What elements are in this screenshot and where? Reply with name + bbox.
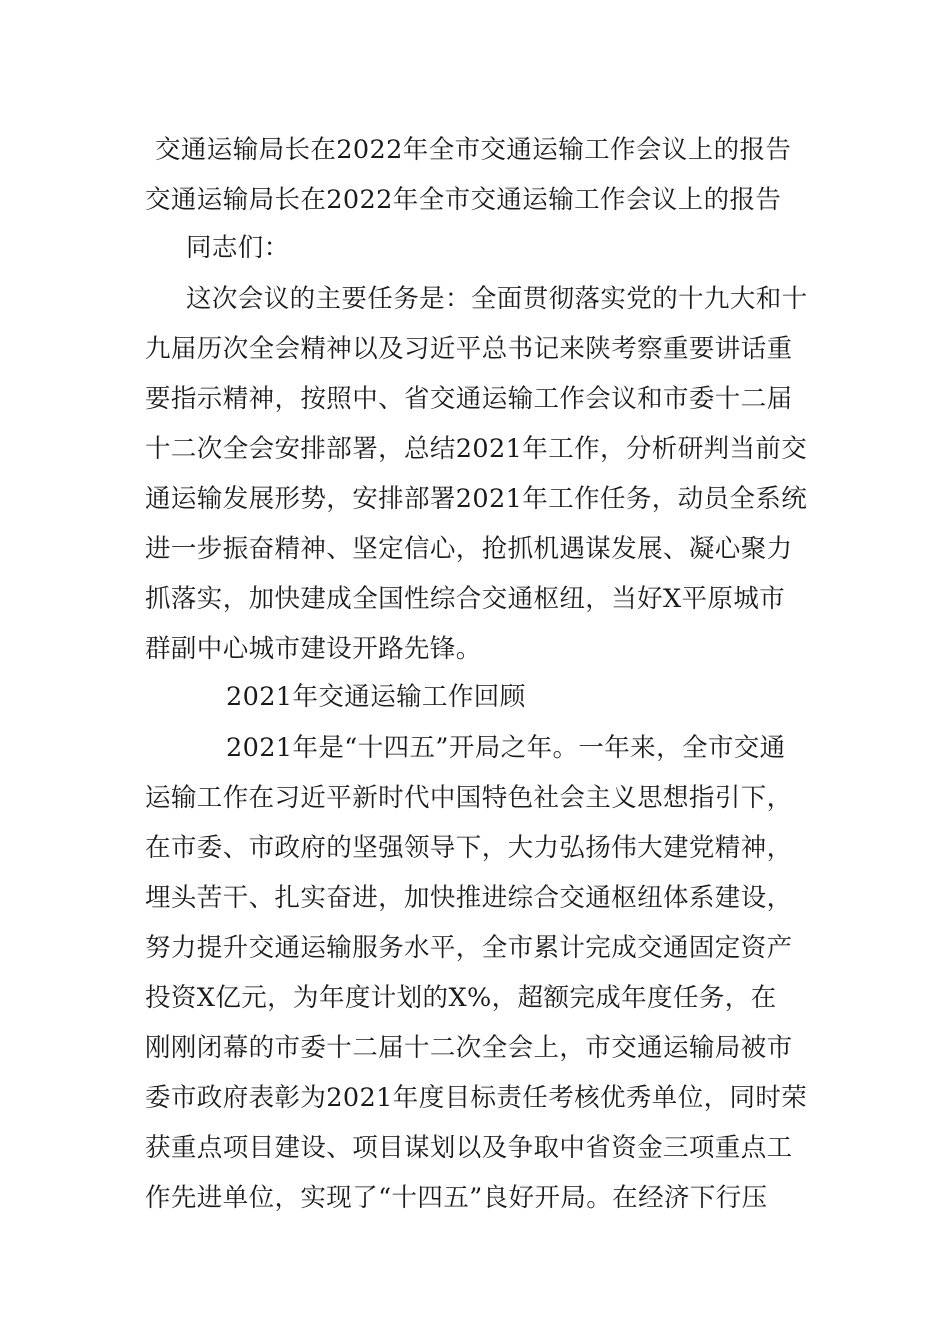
document-title: 交通运输局长在2022年全市交通运输工作会议上的报告 — [155, 135, 792, 165]
document-subtitle: 交通运输局长在2022年全市交通运输工作会议上的报告 — [145, 185, 782, 215]
paragraph-line: 作先进单位，实现了“十四五”良好开局。在经济下行压 — [145, 1183, 768, 1213]
paragraph-line: 运输工作在习近平新时代中国特色社会主义思想指引下， — [145, 783, 793, 813]
paragraph-line: 九届历次全会精神以及习近平总书记来陕考察重要讲话重 — [145, 334, 793, 364]
paragraph-line: 2021年是“十四五”开局之年。一年来，全市交通 — [226, 733, 786, 763]
paragraph-line: 进一步振奋精神、坚定信心，抢抓机遇谋发展、凝心聚力 — [145, 534, 793, 564]
paragraph-line: 十二次全会安排部署，总结2021年工作，分析研判当前交 — [145, 434, 808, 464]
paragraph-line: 群副中心城市建设开路先锋。 — [145, 634, 482, 664]
paragraph-line: 抓落实，加快建成全国性综合交通枢纽，当好X平原城市 — [145, 584, 786, 614]
paragraph-line: 委市政府表彰为2021年度目标责任考核优秀单位，同时荣 — [145, 1083, 808, 1113]
paragraph-line: 这次会议的主要任务是：全面贯彻落实党的十九大和十 — [186, 284, 808, 314]
paragraph-line: 努力提升交通运输服务水平，全市累计完成交通固定资产 — [145, 933, 793, 963]
paragraph-line: 获重点项目建设、项目谋划以及争取中省资金三项重点工 — [145, 1133, 793, 1163]
paragraph-line: 刚刚闭幕的市委十二届十二次全会上，市交通运输局被市 — [145, 1033, 793, 1063]
paragraph-line: 在市委、市政府的坚强领导下，大力弘扬伟大建党精神， — [145, 833, 793, 863]
section-heading: 2021年交通运输工作回顾 — [226, 682, 526, 712]
paragraph-line: 通运输发展形势，安排部署2021年工作任务，动员全系统 — [145, 484, 808, 514]
paragraph-line: 要指示精神，按照中、省交通运输工作会议和市委十二届 — [145, 384, 793, 414]
paragraph-line: 埋头苦干、扎实奋进，加快推进综合交通枢纽体系建设， — [145, 883, 793, 913]
greeting: 同志们： — [186, 233, 290, 263]
paragraph-line: 投资X亿元，为年度计划的X%，超额完成年度任务，在 — [145, 983, 777, 1013]
